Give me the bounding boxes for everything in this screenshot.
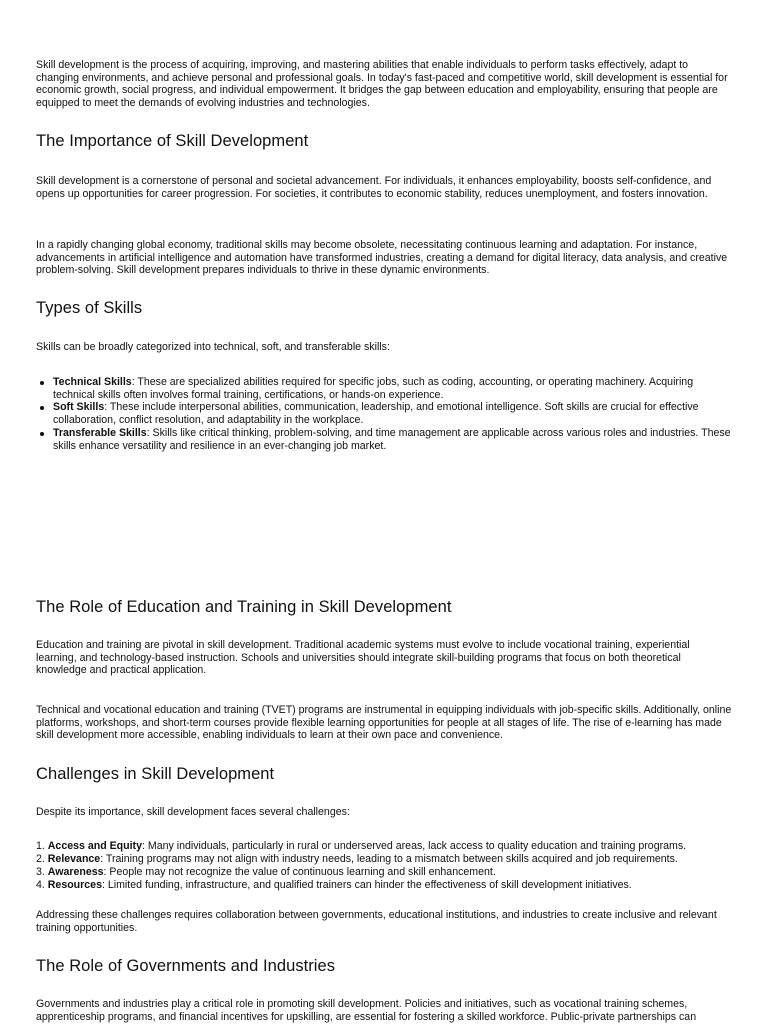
importance-paragraph-2: In a rapidly changing global economy, traditional skills may become obsolete, necessitating continuous learning and adaptation. For instance, advancements in artificial intelligence and automation have transformed industries, creating a demand for digital literacy, data analysis, and creative problem-solving. Skill development prepares individuals to thrive in these dynamic environments. <box>36 239 728 277</box>
list-item: 3. Awareness: People may not recognize the value of continuous learning and skill enhancement. <box>36 865 496 878</box>
importance-paragraph-1: Skill development is a cornerstone of personal and societal advancement. For individuals, it enhances employability, boosts self-confidence, and opens up opportunities for career progression. For societies, it contributes to economic stability, reduces unemployment, and fosters innovation. <box>36 175 712 200</box>
intro-paragraph: Skill development is the process of acquiring, improving, and mastering abilities that enable individuals to perform tasks effectively, adapt to changing environments, and achieve personal and professional goals. In today's fast-paced and competitive world, skill development is essential for economic growth, social progress, and individual empowerment. It bridges the gap between education and employability, ensuring that people are equipped to meet the demands of evolving industries and technologies. <box>36 59 728 110</box>
education-paragraph-2: Technical and vocational education and training (TVET) programs are instrumental in equipping individuals with job-specific skills. Additionally, online platforms, workshops, and short-term courses provide flexible learning opportunities for people at all stages of life. The rise of e-learning has made skill development more accessible, enabling individuals to learn at their own pace and convenience. <box>36 704 732 742</box>
list-item <box>36 401 732 426</box>
list-item-text: : These include interpersonal abilities, communication, leadership, and emotional intelligence. Soft skills are crucial for effective collaboration, conflict resolution, and adaptability in the workplace. <box>53 401 699 427</box>
list-item-term: Soft Skills <box>53 401 105 414</box>
list-item-text: : Skills like critical thinking, problem-solving, and time management are applicable across various roles and industries. These skills enhance versatility and resilience in an ever-changing job market. <box>53 426 731 452</box>
list-item-text: : These are specialized abilities required for specific jobs, such as coding, accounting, or operating machinery. Acquiring technical skills often involves formal training, certifications, or hands-on experience. <box>53 376 694 401</box>
list-item-text: : Limited funding, infrastructure, and qualified trainers can hinder the effectiveness of skill development initiatives. <box>101 878 632 891</box>
list-item-text: : Many individuals, particularly in rural or underserved areas, lack access to quality education and training programs. <box>141 840 687 852</box>
challenges-closing: Addressing these challenges requires collaboration between governments, educational institutions, and industries to create inclusive and relevant training opportunities. <box>36 909 717 934</box>
heading-challenges: Challenges in Skill Development <box>36 765 275 783</box>
heading-types: Types of Skills <box>36 299 143 317</box>
heading-governments: The Role of Governments and Industries <box>36 957 336 975</box>
list-item: 1. Access and Equity: Many individuals, particularly in rural or underserved areas, lack access to quality education and training programs. <box>36 840 687 852</box>
challenges-intro: Despite its importance, skill development faces several challenges: <box>36 806 350 818</box>
skill-types-list <box>36 376 732 452</box>
list-item: 2. Relevance: Training programs may not align with industry needs, leading to a mismatch between skills acquired and job requirements. <box>36 852 678 865</box>
list-item-term: Technical Skills <box>53 376 132 388</box>
challenges-list <box>36 840 732 892</box>
list-item <box>36 427 732 452</box>
heading-importance: The Importance of Skill Development <box>36 132 309 150</box>
list-item-text: : People may not recognize the value of continuous learning and skill enhancement. <box>103 865 496 878</box>
list-item-term: Resources <box>47 878 102 891</box>
types-intro: Skills can be broadly categorized into technical, soft, and transferable skills: <box>36 341 390 353</box>
list-item-term: Access and Equity <box>47 840 142 852</box>
list-item: 4. Resources: Limited funding, infrastructure, and qualified trainers can hinder the effectiveness of skill development initiatives. <box>36 878 632 891</box>
list-item-term: Transferable Skills <box>53 426 147 439</box>
governments-paragraph-1: Governments and industries play a critical role in promoting skill development. Policies and initiatives, such as vocational training schemes, apprenticeship programs, and financial incentives for upskilling, are essential for fostering a skilled workforce. Public-private partnerships can <box>36 998 697 1023</box>
list-item-term: Relevance <box>47 852 101 865</box>
list-item-term: Awareness <box>47 865 104 878</box>
list-item <box>36 376 732 401</box>
heading-education: The Role of Education and Training in Skill Development <box>36 598 452 616</box>
education-paragraph-1: Education and training are pivotal in skill development. Traditional academic systems must evolve to include vocational training, experiential learning, and technology-based instruction. Schools and universities should integrate skill-building programs that focus on both theoretical knowledge and practical application. <box>36 639 690 677</box>
list-item-text: : Training programs may not align with industry needs, leading to a mismatch between skills acquired and job requirements. <box>100 852 678 865</box>
